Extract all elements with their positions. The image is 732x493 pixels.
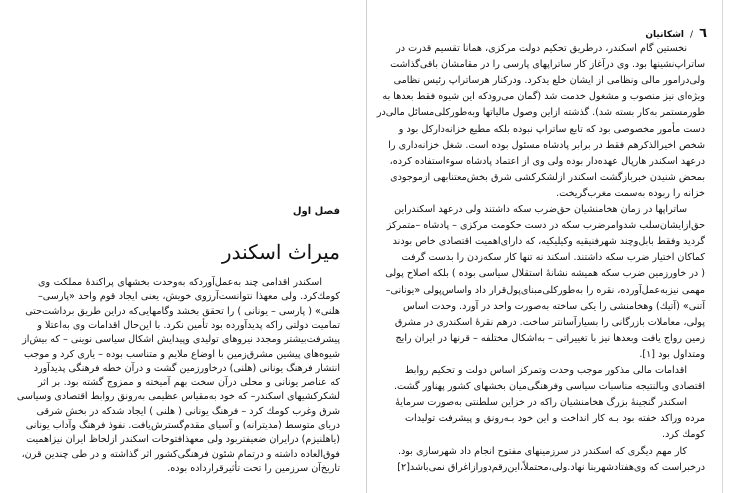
text-line: مرده وراکد خفته بود بـه کار انداخت و این خود بـه‌رونق و پیشرفت تولیدات [405,413,705,425]
text-line: (یاهلنیزم) درایران ضعیفتربود ولی معهذافتوحات اسکندر ازلحاظ ایران نیزاهمیت [26,434,340,446]
text-line: شخص اخیرالذکرهم فقط در برابر پادشاه مسئول بوده است. شغل خزانه‌داری را [388,139,705,151]
text-line: پیشرفت‌بیشتر ومجدد نیروهای تولیدی وپیدایش اشکال سیاسی نوینی – که بیش‌از [22,334,340,346]
text-line: ویژه‌ای نیز منصوب و مشغول خدمت شد (گمان می‌رودکه این شیوه فقط بعدها به [382,91,705,103]
chapter-title: میراث اسکندر [221,240,340,264]
text-line: تمامیت دولتی راکه پدیدآورده بود تأمین نکرد. با این‌حال اقدامات وی به‌اعتلا و [37,319,340,331]
text-line: ولی‌درامور مالی ونظامی از ایشان خلع یدکرد. ودرکنار هرساتراپ رئیس نظامی [393,75,705,87]
text-line: آتنی» (آتیك) وهخامنشی را یکی ساخته به‌صورت واحد در آورد. وحدت اساس [402,300,705,312]
text-line: کماکان اختیار ضرب سکه داشتند. اسکند نه تنها کار سکه‌زدن را بدست گرفت [401,252,705,264]
text-line: ساتراپ‌نشینها بود. وی درآغاز کار ساتراپهای پارسی را در مقامشان باقی‌گذاشت [390,59,705,71]
text-line: کومك‌کرد. ولی معهذا نتوانست‌آرزوی خویش، یعنی ایجاد قوم واحد «پارسی– [38,291,340,303]
text-line: هلنی» ( پارسی – یونانی ) را تحقق بخشد وگامهایی‌که دراین طریق برداشت‌حتی [25,305,340,317]
text-line: فوق‌العاده داشته و درتمام شئون فرهنگی‌کشور اثر گذاشته و در طی چندین قرن، [21,448,340,460]
running-header [517,26,707,41]
right-page [367,0,732,493]
text-line: ساتراپها در زمان هخامنشیان حق‌ضرب سکه داشتند ولی درعهد اسکندراین [394,204,687,215]
text-line: اسکندر گنجینهٔ بزرگ هخامنشیان راکه در خزاین سلطنتی به‌صورت سرمایهٔ [395,397,687,409]
text-line: ( در خاورزمین ضرب سکه همیشه نشانهٔ استقلال سیاسی بوده ) بلکه اصلاح پولی [385,268,705,280]
text-line: لشکرکشیهای اسکندر– که خود به‌مقیاس عظیمی به‌رونق روابط اقتصادی وسیاسی [16,391,340,403]
text-line: اقتصادی وبالنتیجه مناسبات سیاسی وفرهنگی‌میان بخشهای کشور پهناور گشت. [393,381,705,393]
text-line: نخستین گام اسکندر، درطریق تحکیم دولت مرکزی، همانا تقسیم قدرت در [396,43,687,54]
text-line: پولی، معاملات بازرگانی را بسیارآسانتر ساخت. درهم نقرهٔ اسکندری در مشرق [394,316,705,328]
text-line: دست مأمور مخصوصی بود که تابع ساتراپ نبوده بلکه مطیع خزانه‌دارکل بود و [398,123,705,135]
text-line: ومتداول بود [۱]. [639,348,705,360]
text-line: انتشار فرهنگ یونانی (هلنی) درخاورزمین گشت و درآن خطه فرهنگی پدیدآورد [33,362,340,374]
text-line: دریای متوسط (مدیترانه) و آسیای مقدم‌گسترش‌یافت. نفوذ فرهنگ وآداب یونانی [25,420,340,431]
text-line: گردید وفقط بابل‌وچند شهرفنیقیه وکیلیکیه، که دارای‌اهمیت اقتصادی خاص بودند [392,236,705,248]
running-head: اشکانیان [645,30,685,40]
text-line: بمحض شنیدن خبربازگشت اسکندر ازلشکرکشی شرق بخش‌معتنابهی ازموجودی [390,171,705,183]
text-line: کومك کرد. [662,429,705,441]
page-edge [722,0,723,493]
text-line: شیوه‌های پیشین مشرق‌زمین با اوضاع ملایم و متناسب بوده – یاری کرد و موجب [24,348,340,360]
text-line: زمین رواج یافت وبعدها نیز با تغییراتی – به‌اشکال مختلفه – قرنها در ایران رایج [395,332,705,344]
text-line: درخبراست که وی‌هفتادشهربنا نهاد.ولی،محتملاً،این‌رقم‌دوراز‌اغراق نمی‌باشد[۲] [397,461,705,473]
page-number: ٦ [699,26,707,41]
text-line: کار مهم دیگری که اسکندر در سرزمینهای مفتوح انجام داد شهرسازی بود. [397,445,687,457]
header-separator: / [690,30,694,40]
chapter-label: فصل اول [292,206,340,217]
text-line: حق‌ازایشان‌سلب شدوامرضرب سکه در دست حکومت مرکزی – پادشاه –متمرکز [386,220,705,232]
text-line: اقدامات مالی مذکور موجب وحدت وتمرکز اساس دولت و تحکیم روابط [404,365,687,376]
text-line: درعهد اسکندر هارپال عهده‌دار بوده ولی وی از اعتماد پادشاه سوءاستفاده کرده، [389,155,705,167]
text-line: طورمستمر به‌کار بسته شد). گذشته ازاین وصول مالیاتها وبه‌طورکلی‌مسائل مالی‌در [376,107,705,119]
text-line: شرق وغرب کومك کرد – فرهنگ یونانی ( هلنی ) ایجاد شدکه در بخش شرقی [36,405,340,417]
text-line: که عناصر یونانی و محلی درآن سخت بهم آمیخته و ممزوج گشته بود. بر اثر [38,377,340,389]
text-line: تاریخ‌آن سرزمین را تحت تأثیرقرارداده بوده. [167,462,340,474]
text-line: خزانه را ربوده به‌سمت مغرب‌گریخت. [556,187,705,199]
text-line: مهمی نیزبه‌عمل‌آورده، نقره را به‌طورکلی‌مبنای‌پول‌قرار داد واساس‌پولی «یونانی– [385,284,705,296]
text-line: اسکندر اقدامی چند به‌عمل‌آوردکه به‌وحدت بخشهای پراکندهٔ مملکت وی [38,277,322,288]
